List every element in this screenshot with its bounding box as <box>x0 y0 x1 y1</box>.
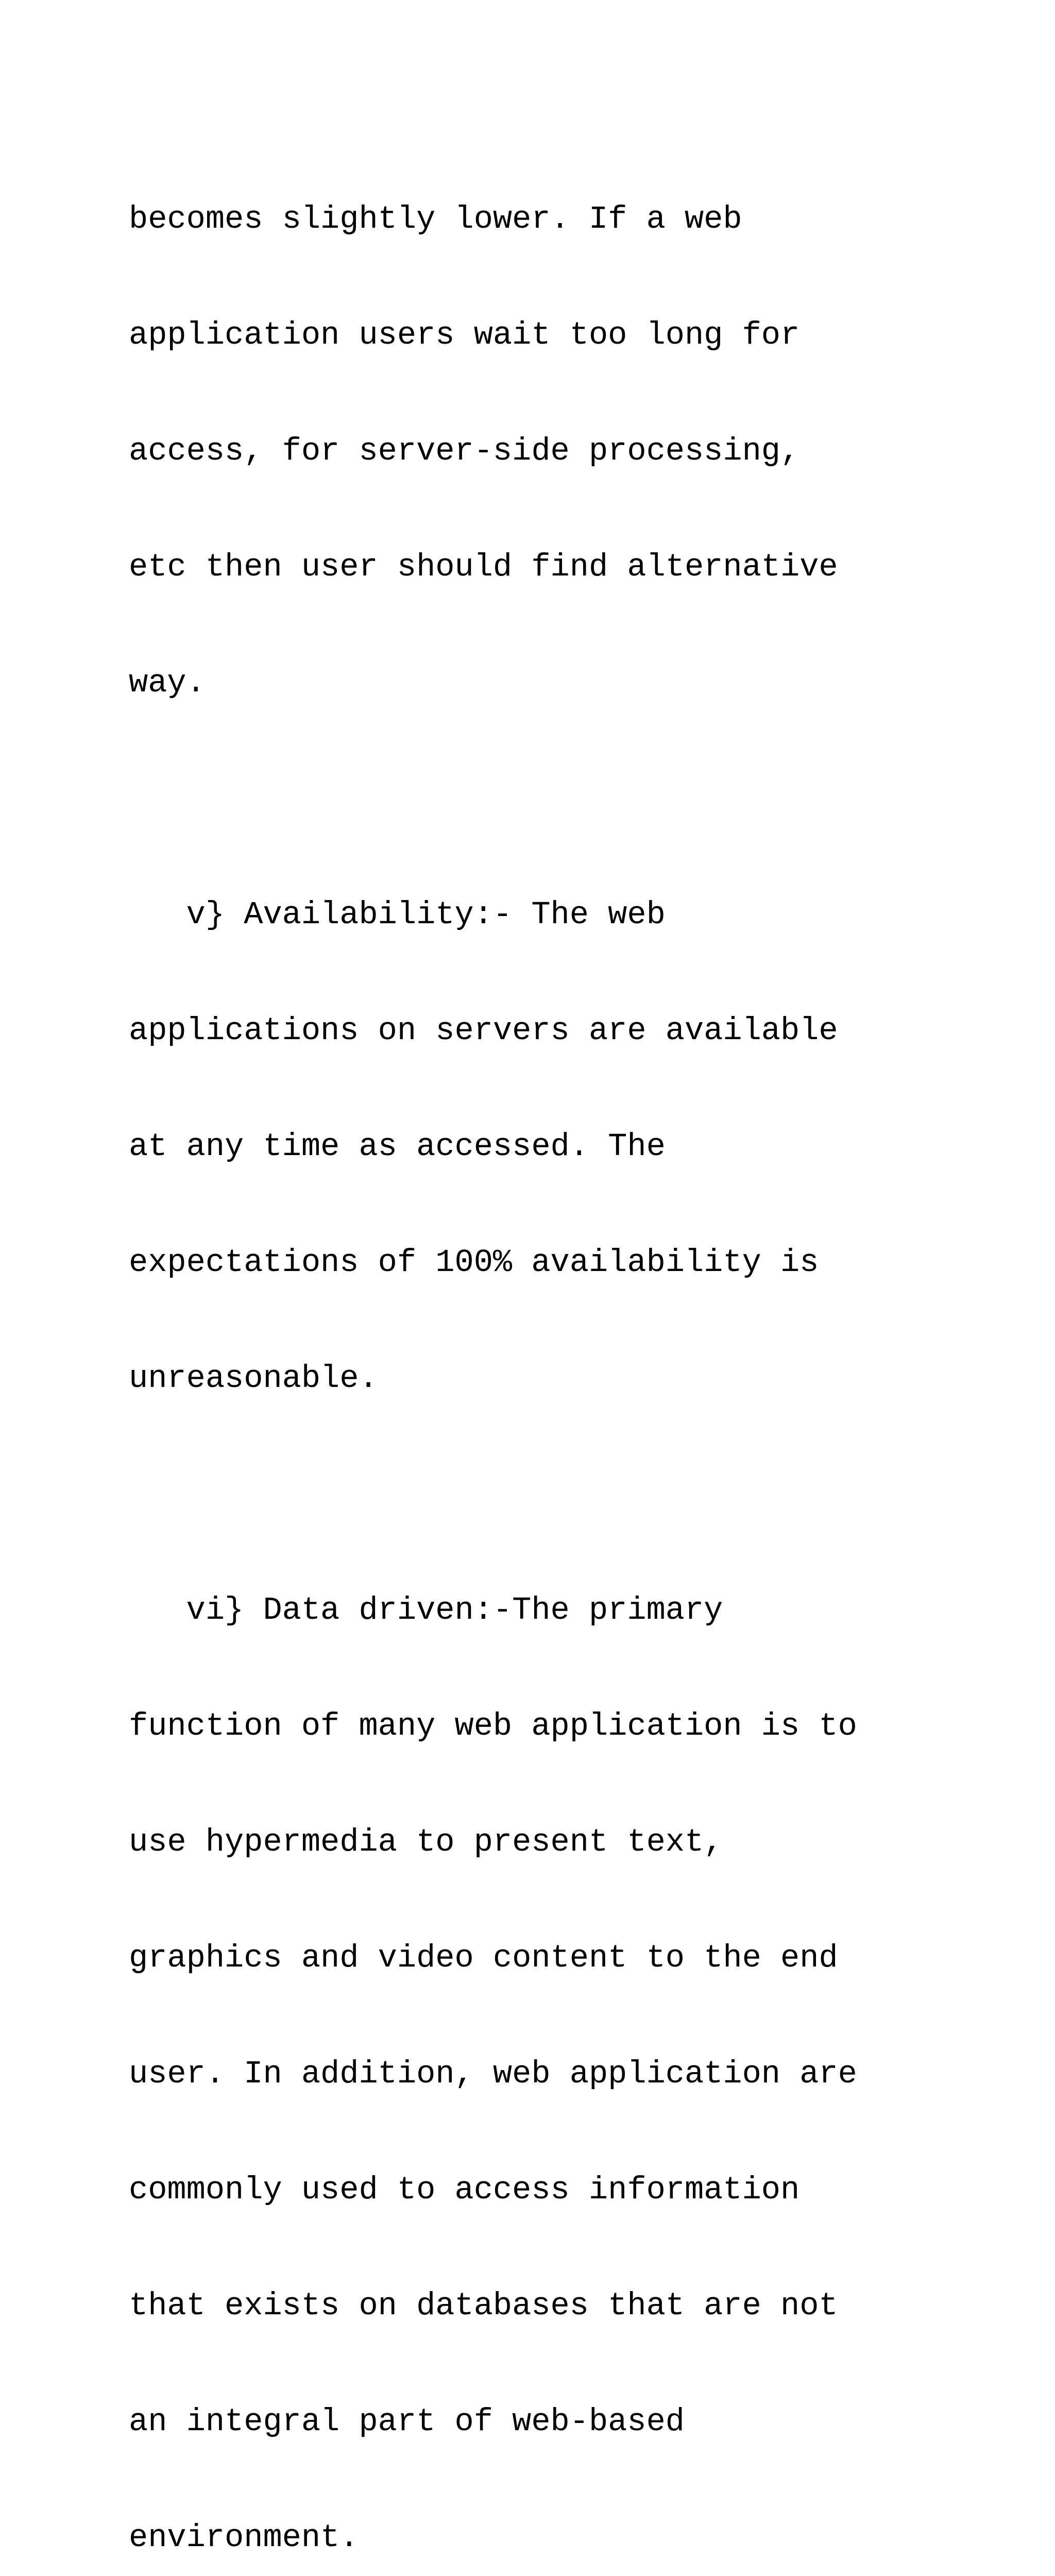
text-line: an integral part of web-based <box>129 2403 685 2440</box>
text-line: environment. <box>129 2519 359 2556</box>
text-line: way. <box>129 665 206 701</box>
paragraph-waiting <box>129 123 953 779</box>
text-line: becomes slightly lower. If a web <box>129 201 742 238</box>
text-line: graphics and video content to the end <box>129 1940 838 1976</box>
text-line: at any time as accessed. The <box>129 1128 666 1165</box>
text-line: unreasonable. <box>129 1360 378 1397</box>
text-line: commonly used to access information <box>129 2172 800 2208</box>
text-line: user. In addition, web application are <box>129 2056 857 2092</box>
text-line: function of many web application is to <box>129 1708 857 1744</box>
text-line: applications on servers are available <box>129 1012 838 1049</box>
text-line: application users wait too long for <box>129 317 800 353</box>
document-body <box>129 123 953 2576</box>
text-line: access, for server-side processing, <box>129 433 800 469</box>
text-line: expectations of 100% availability is <box>129 1244 819 1281</box>
text-line: vi} Data driven:-The primary <box>129 1592 723 1629</box>
text-line: that exists on databases that are not <box>129 2287 838 2324</box>
text-line: use hypermedia to present text, <box>129 1824 723 1860</box>
paragraph-availability <box>129 818 953 1475</box>
paragraph-data-driven <box>129 1514 953 2576</box>
text-line: v} Availability:- The web <box>129 896 666 933</box>
text-line: etc then user should find alternative <box>129 549 838 585</box>
